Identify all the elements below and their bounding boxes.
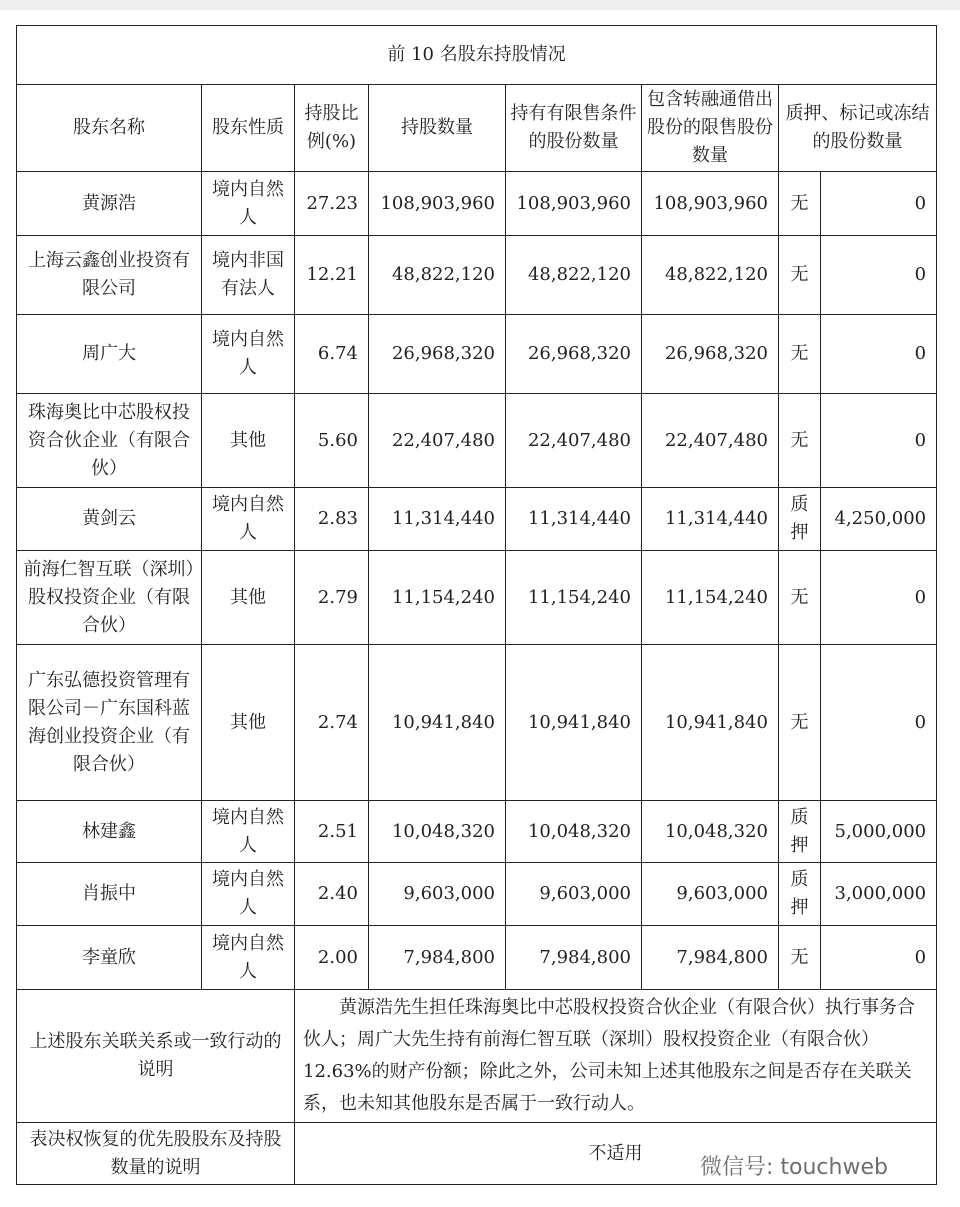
header-lent: 包含转融通借出股份的限售股份数量: [642, 85, 779, 172]
header-restricted: 持有有限售条件的股份数量: [506, 85, 642, 172]
top-bar: [0, 0, 960, 10]
table-row: [17, 801, 937, 863]
pledged-shares: 4,250,000: [821, 488, 937, 551]
pledge-status: 质押: [779, 863, 821, 926]
pledged-shares: 0: [821, 551, 937, 645]
table-row: [17, 551, 937, 645]
restricted-shares: 48,822,120: [506, 236, 642, 315]
lent-restricted-shares: 9,603,000: [642, 863, 779, 926]
shareholder-name: 广东弘德投资管理有限公司－广东国科蓝海创业投资企业（有限合伙）: [17, 645, 202, 801]
pledged-shares: 0: [821, 926, 937, 990]
pledge-status: 无: [779, 926, 821, 990]
shareholder-name: 林建鑫: [17, 801, 202, 863]
pledged-shares: 5,000,000: [821, 801, 937, 863]
pledged-shares: 0: [821, 315, 937, 394]
shareholder-type: 境内自然人: [202, 172, 295, 236]
table-row: [17, 315, 937, 394]
shareholder-name: 黄源浩: [17, 172, 202, 236]
header-shares: 持股数量: [369, 85, 506, 172]
shareholder-name: 上海云鑫创业投资有限公司: [17, 236, 202, 315]
header-pct: 持股比例(%): [295, 85, 369, 172]
shareholder-name: 珠海奥比中芯股权投资合伙企业（有限合伙）: [17, 394, 202, 488]
share-count: 26,968,320: [369, 315, 506, 394]
lent-restricted-shares: 22,407,480: [642, 394, 779, 488]
lent-restricted-shares: 26,968,320: [642, 315, 779, 394]
pledged-shares: 0: [821, 172, 937, 236]
pledge-status: 无: [779, 172, 821, 236]
share-count: 108,903,960: [369, 172, 506, 236]
shareholder-type: 境内自然人: [202, 926, 295, 990]
pledge-status: 质押: [779, 801, 821, 863]
share-count: 48,822,120: [369, 236, 506, 315]
holding-pct: 27.23: [295, 172, 369, 236]
restricted-shares: 26,968,320: [506, 315, 642, 394]
shareholder-type: 境内自然人: [202, 315, 295, 394]
shareholder-type: 其他: [202, 394, 295, 488]
lent-restricted-shares: 108,903,960: [642, 172, 779, 236]
shareholder-type: 其他: [202, 645, 295, 801]
shareholder-type: 境内自然人: [202, 488, 295, 551]
share-count: 22,407,480: [369, 394, 506, 488]
share-count: 10,048,320: [369, 801, 506, 863]
shareholder-name: 周广大: [17, 315, 202, 394]
restricted-shares: 11,154,240: [506, 551, 642, 645]
header-type: 股东性质: [202, 85, 295, 172]
table-row: [17, 863, 937, 926]
shareholder-name: 李童欣: [17, 926, 202, 990]
table-row: [17, 394, 937, 488]
restricted-shares: 11,314,440: [506, 488, 642, 551]
restricted-shares: 7,984,800: [506, 926, 642, 990]
table-row: [17, 645, 937, 801]
shareholder-type: 其他: [202, 551, 295, 645]
note-label: 表决权恢复的优先股股东及持股数量的说明: [17, 1123, 295, 1185]
holding-pct: 2.00: [295, 926, 369, 990]
holding-pct: 2.51: [295, 801, 369, 863]
shareholder-name: 肖振中: [17, 863, 202, 926]
holding-pct: 2.79: [295, 551, 369, 645]
note-label: 上述股东关联关系或一致行动的说明: [17, 990, 295, 1123]
pledge-status: 无: [779, 551, 821, 645]
lent-restricted-shares: 11,154,240: [642, 551, 779, 645]
pledged-shares: 0: [821, 394, 937, 488]
restricted-shares: 10,048,320: [506, 801, 642, 863]
restricted-shares: 22,407,480: [506, 394, 642, 488]
shareholder-type: 境内自然人: [202, 863, 295, 926]
holding-pct: 12.21: [295, 236, 369, 315]
holding-pct: 5.60: [295, 394, 369, 488]
table-title: 前 10 名股东持股情况: [17, 26, 937, 85]
header-name: 股东名称: [17, 85, 202, 172]
shareholder-name: 前海仁智互联（深圳）股权投资企业（有限合伙）: [17, 551, 202, 645]
lent-restricted-shares: 7,984,800: [642, 926, 779, 990]
pledge-status: 无: [779, 394, 821, 488]
restricted-shares: 10,941,840: [506, 645, 642, 801]
pledged-shares: 3,000,000: [821, 863, 937, 926]
shareholder-type: 境内非国有法人: [202, 236, 295, 315]
pledge-status: 无: [779, 236, 821, 315]
note-row: [17, 990, 937, 1123]
holding-pct: 2.74: [295, 645, 369, 801]
header-row: [17, 85, 937, 172]
watermark: 微信号: touchweb: [700, 1155, 888, 1180]
pledged-shares: 0: [821, 236, 937, 315]
header-pledged: 质押、标记或冻结的股份数量: [779, 85, 937, 172]
table-row: [17, 926, 937, 990]
share-count: 7,984,800: [369, 926, 506, 990]
table-row: [17, 488, 937, 551]
restricted-shares: 9,603,000: [506, 863, 642, 926]
pledge-status: 质押: [779, 488, 821, 551]
restricted-shares: 108,903,960: [506, 172, 642, 236]
share-count: 11,154,240: [369, 551, 506, 645]
share-count: 9,603,000: [369, 863, 506, 926]
pledge-status: 无: [779, 645, 821, 801]
holding-pct: 2.83: [295, 488, 369, 551]
lent-restricted-shares: 10,048,320: [642, 801, 779, 863]
note-text: 黄源浩先生担任珠海奥比中芯股权投资合伙企业（有限合伙）执行事务合伙人；周广大先生持有前海仁智互联（深圳）股权投资企业（有限合伙）12.63%的财产份额；除此之外，公司未知上述其他股东之间是否存在关联关系，也未知其他股东是否属于一致行动人。: [295, 990, 937, 1123]
pledge-status: 无: [779, 315, 821, 394]
holding-pct: 2.40: [295, 863, 369, 926]
lent-restricted-shares: 10,941,840: [642, 645, 779, 801]
lent-restricted-shares: 11,314,440: [642, 488, 779, 551]
lent-restricted-shares: 48,822,120: [642, 236, 779, 315]
table-row: [17, 172, 937, 236]
pledged-shares: 0: [821, 645, 937, 801]
note-text: 不适用: [295, 1123, 937, 1185]
table-row: [17, 236, 937, 315]
shareholder-name: 黄剑云: [17, 488, 202, 551]
shareholder-type: 境内自然人: [202, 801, 295, 863]
shareholder-table: [16, 25, 937, 1185]
share-count: 11,314,440: [369, 488, 506, 551]
holding-pct: 6.74: [295, 315, 369, 394]
share-count: 10,941,840: [369, 645, 506, 801]
